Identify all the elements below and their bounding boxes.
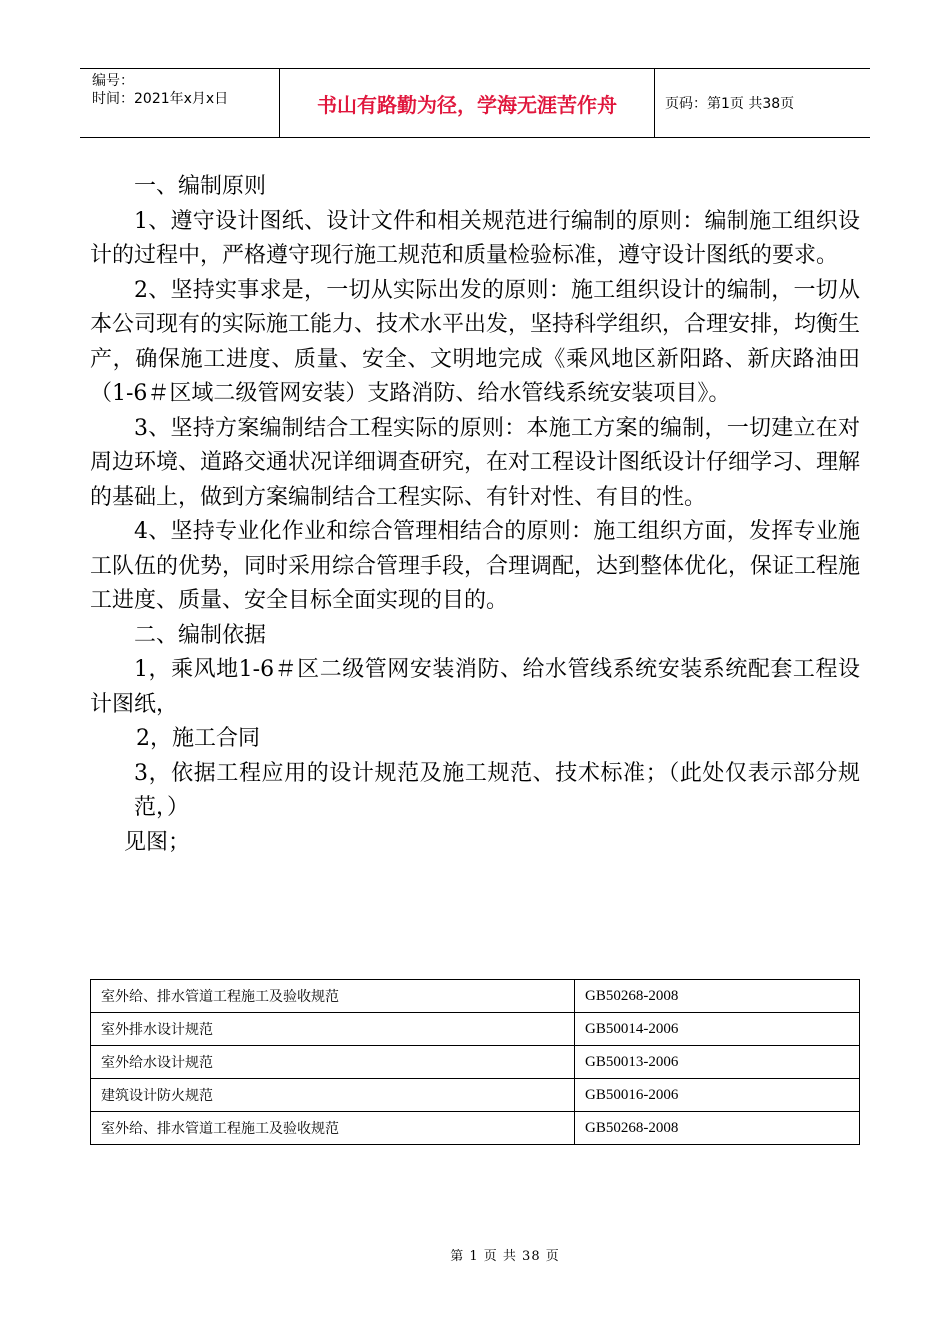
header-motto: 书山有路勤为径，学海无涯苦作舟	[280, 69, 655, 137]
header-page-info: 页码：第1页 共38页	[665, 96, 795, 112]
paragraph-principle-2: 2、坚持实事求是，一切从实际出发的原则：施工组织设计的编制，一切从本公司现有的实际施工能力、技术水平出发，坚持科学组织，合理安排，均衡生产，确保施工进度、质量、安全、文明地完成《乘风地区新阳路、新庆路油田（1-6＃区域二级管网安装）支路消防、给水管线系统安装项目》。	[90, 277, 861, 406]
standard-code: GB50013-2006	[575, 1046, 860, 1079]
standard-name: 室外排水设计规范	[91, 1013, 575, 1046]
page-header	[80, 68, 870, 138]
table-row	[91, 980, 860, 1013]
standard-name: 室外给水设计规范	[91, 1046, 575, 1079]
paragraph-principle-3: 3、坚持方案编制结合工程实际的原则：本施工方案的编制，一切建立在对周边环境、道路交通状况详细调查研究，在对工程设计图纸设计仔细学习、理解的基础上，做到方案编制结合工程实际、有针对性、有目的性。	[90, 415, 861, 510]
see-figure-label: 见图；	[124, 829, 191, 855]
page-footer: 第 1 页 共 38 页	[450, 1249, 560, 1264]
document-code-label: 编号：	[92, 73, 134, 89]
document-body	[90, 170, 860, 860]
basis-item-3: 3，依据工程应用的设计规范及施工规范、技术标准；（此处仅表示部分规范，）	[134, 760, 860, 820]
table-row	[91, 1046, 860, 1079]
basis-item-1: 1，乘风地1-6＃区二级管网安装消防、给水管线系统安装系统配套工程设计图纸，	[90, 657, 860, 717]
section-heading-principles: 一、编制原则	[134, 174, 267, 199]
paragraph-principle-4: 4、坚持专业化作业和综合管理相结合的原则：施工组织方面，发挥专业施工队伍的优势，同时采用综合管理手段，合理调配，达到整体优化，保证工程施工进度、质量、安全目标全面实现的目的。	[90, 519, 861, 613]
paragraph-principle-1: 1、遵守设计图纸、设计文件和相关规范进行编制的原则：编制施工组织设计的过程中，严格遵守现行施工规范和质量检验标准，遵守设计图纸的要求。	[90, 208, 860, 268]
section-heading-basis: 二、编制依据	[134, 622, 267, 648]
document-time-label: 时间：2021年x月x日	[92, 91, 229, 107]
header-meta	[80, 69, 280, 137]
standard-name: 室外给、排水管道工程施工及验收规范	[91, 980, 575, 1013]
standard-code: GB50016-2006	[575, 1079, 860, 1112]
standard-code: GB50268-2008	[575, 980, 860, 1013]
table-row	[91, 1079, 860, 1112]
standard-name: 室外给、排水管道工程施工及验收规范	[91, 1112, 575, 1145]
table-row	[91, 1013, 860, 1046]
standard-name: 建筑设计防火规范	[91, 1079, 575, 1112]
basis-item-2: 2，施工合同	[136, 726, 260, 751]
table-row	[91, 1112, 860, 1145]
standards-table	[90, 979, 860, 1145]
standard-code: GB50014-2006	[575, 1013, 860, 1046]
standard-code: GB50268-2008	[575, 1112, 860, 1145]
